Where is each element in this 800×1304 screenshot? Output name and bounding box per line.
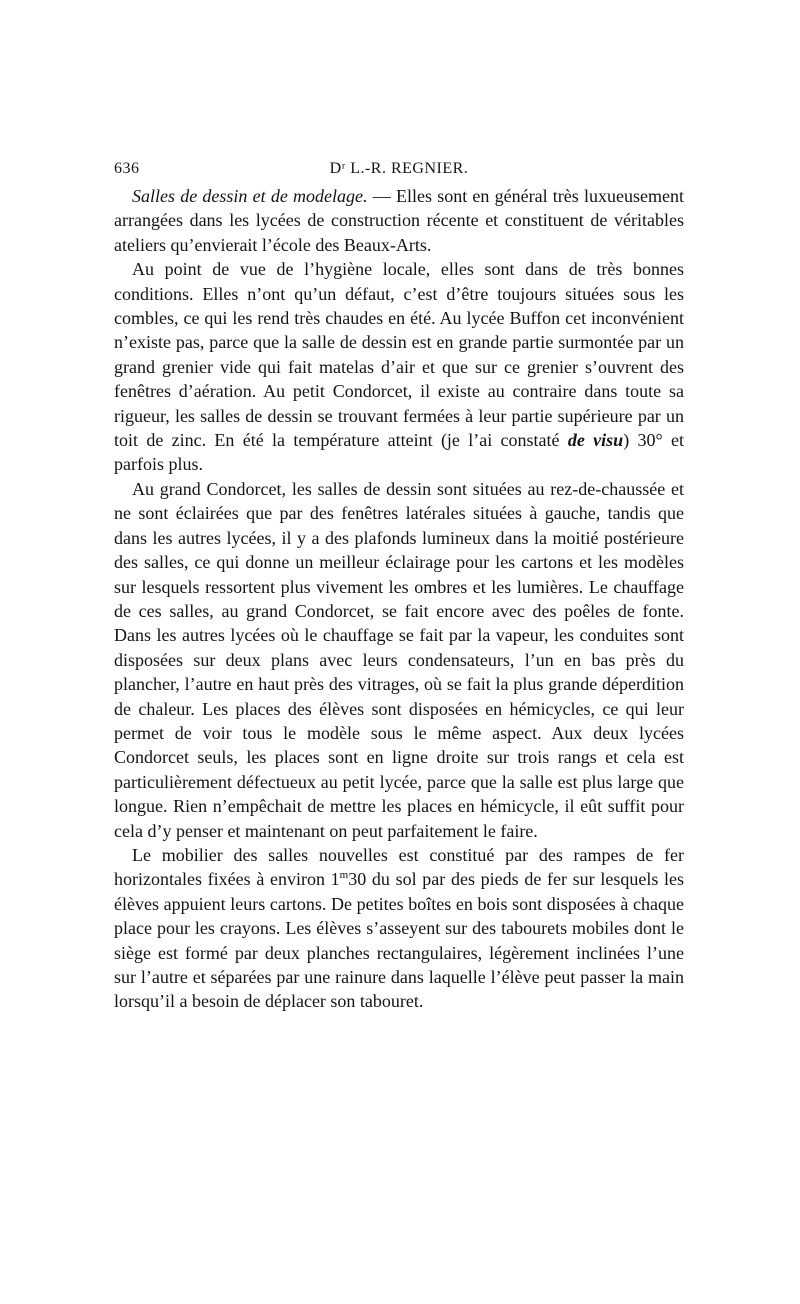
- paragraph-4: [114, 843, 684, 1014]
- running-title: Dʳ L.-R. REGNIER.: [329, 160, 469, 177]
- running-head: [114, 160, 684, 184]
- paragraph-2-text-before: Au point de vue de l’hygiène locale, elles sont dans de très bonnes conditions. Elles n’ont qu’un défaut, c’est d’être toujours situées sous les combles, ce qui les rend très chaudes en été. Au lycée Buffon cet inconvénient n’existe pas, parce que la salle de dessin est en grande partie surmontée par un grand grenier vide qui fait matelas d’air et que sur ce grenier s’ouvrent des fenêtres d’aération. Au petit Condorcet, il existe au contraire dans toute sa rigueur, les salles de dessin se trouvant fermées à leur partie supérieure par un toit de zinc. En été la température atteint (je l’ai constaté: [114, 259, 684, 451]
- paragraph-2: [114, 257, 684, 477]
- paragraph-4-text-after: 30 du sol par des pieds de fer sur lesquels les élèves appuient leurs cartons. De petites boîtes en bois sont disposées à chaque place pour les crayons. Les élèves s’asseyent sur des tabourets mobiles dont le siège est formé par deux planches rectangulaires, légèrement inclinées l’une sur l’autre et séparées par une rainure dans laquelle l’élève peut passer la main lorsqu’il a besoin de déplacer son tabouret.: [114, 869, 685, 1012]
- body-text: [114, 184, 684, 1014]
- page-number: 636: [114, 160, 140, 177]
- paragraph-3-text: Au grand Condorcet, les salles de dessin sont situées au rez-de-chaussée et ne sont éclairées que par des fenêtres latérales situées à gauche, tandis que dans les autres lycées, il y a des plafonds lumineux dans la moitié postérieure des salles, ce qui donne un meilleur éclairage pour les cartons et les modèles sur lesquels ressortent plus vivement les ombres et les lumières. Le chauffage de ces salles, au grand Condorcet, se fait encore avec des poêles de fonte. Dans les autres lycées où le chauffage se fait par la vapeur, les conduites sont disposées sur deux plans avec leurs condensateurs, l’un en bas près du plancher, l’autre en haut près des vitrages, où se fait la plus grande déperdition de chaleur. Les places des élèves sont disposées en hémicycles, ce qui leur permet de voir tous le modèle sous le même aspect. Aux deux lycées Condorcet seuls, les places sont en ligne droite sur trois rangs et cela est particulièrement défectueux au petit lycée, parce que la salle est plus large que longue. Rien n’empêchait de mettre les places en hémicycle, il eût suffit pour cela d’y penser et maintenant on peut parfaitement le faire.: [114, 478, 684, 841]
- paragraph-3: [114, 477, 684, 843]
- paragraph-2-text-after: ) 30° et parfois plus.: [114, 430, 685, 475]
- section-heading: Salles de dessin et de modelage.: [132, 186, 368, 206]
- paragraph-1: [114, 184, 684, 257]
- emphasis-de-visu: de visu: [567, 430, 624, 451]
- paragraph-4-text-before: Le mobilier des salles nouvelles est constitué par des rampes de fer horizontales fixées à environ 1: [114, 844, 684, 890]
- unit-superscript: m: [339, 869, 349, 882]
- paragraph-1-text: — Elles sont en général très luxueusement arrangées dans les lycées de construction récente et constituent de véritables ateliers qu’envierait l’école des Beaux-Arts.: [114, 186, 684, 255]
